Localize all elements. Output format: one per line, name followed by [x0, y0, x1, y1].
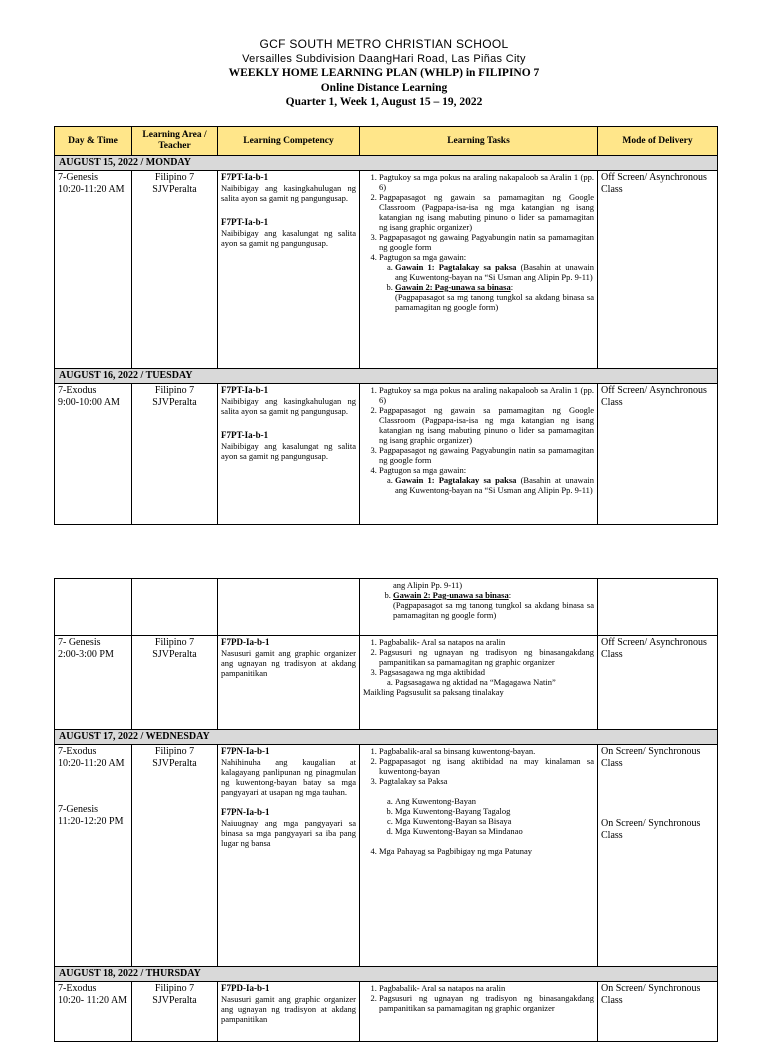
task-list — [363, 746, 594, 856]
activity-text: (Basahin at unawain ang Kuwentong-bayan na “Si Usman ang Alipin Pp. 9-11) — [395, 475, 594, 495]
list-item — [393, 590, 594, 620]
competency-code: F7PT-Ia-b-1 — [221, 430, 269, 440]
day-time-cell — [55, 982, 132, 1042]
competency-cell — [218, 171, 360, 369]
mode-cell — [598, 745, 718, 967]
school-name: GCF SOUTH METRO CHRISTIAN SCHOOL — [259, 37, 509, 51]
list-item — [379, 776, 594, 836]
learning-area-cell — [132, 171, 218, 369]
teacher: SJVPeralta — [152, 649, 197, 660]
competency-cell — [218, 745, 360, 967]
section-name: 7-Exodus — [58, 983, 97, 994]
list-item: 1. Pagtukoy sa mga pokus na araling nakapaloob sa Aralin 1 (pp. 6) — [379, 385, 594, 405]
day-label: AUGUST 15, 2022 / MONDAY — [55, 156, 718, 171]
mode-cell — [598, 579, 718, 636]
class-time: 2:00-3:00 PM — [58, 649, 114, 660]
mode-cell: Off Screen/ Asynchronous Class — [598, 384, 718, 525]
quarter-week: Quarter 1, Week 1, August 15 – 19, 2022 — [285, 96, 483, 108]
task-list — [363, 385, 594, 495]
competency-code: F7PD-Ia-b-1 — [221, 983, 270, 993]
competency-code: F7PT-Ia-b-1 — [221, 172, 269, 182]
day-time-cell — [55, 579, 132, 636]
list-item: d. Mga Kuwentong-Bayan sa Mindanao — [395, 826, 594, 836]
task-text: Pagtugon sa mga gawain: — [379, 465, 467, 475]
section-name: 7-Exodus — [58, 746, 97, 757]
table-header-row — [55, 127, 718, 156]
mode-cell: Off Screen/ Asynchronous Class — [598, 171, 718, 369]
plan-table-page-2 — [54, 578, 718, 1042]
col-header-learning-area: Learning Area / Teacher — [132, 127, 218, 156]
activity-label: Gawain 2: Pag-unawa sa binasa — [393, 590, 509, 600]
competency-text: Naiuugnay ang mga pangyayari sa binasa sa mga pangyayari sa iba pang lugar ng bansa — [221, 818, 356, 848]
activity-label: Gawain 1: Pagtalakay sa paksa — [395, 475, 517, 485]
list-item: 1. Pagbabalik- Aral sa natapos na aralin — [379, 637, 594, 647]
learning-area-cell — [132, 745, 218, 967]
activity-text: : — [510, 282, 514, 292]
list-item: a. Ang Kuwentong-Bayan — [395, 796, 594, 806]
mode-text: On Screen/ Synchronous Class — [601, 746, 701, 769]
quiz-note: Maikling Pagsusulit sa paksang tinalakay — [363, 687, 504, 697]
list-item — [379, 465, 594, 495]
activity-label: Gawain 1: Pagtalakay sa paksa — [395, 262, 517, 272]
teacher: SJVPeralta — [152, 397, 197, 408]
task-list — [363, 983, 594, 1013]
competency-text: Nasusuri gamit ang graphic organizer ang ugnayan ng tradisyon at akdang pampanitikan — [221, 648, 356, 678]
tasks-cell — [360, 384, 598, 525]
day-time-cell — [55, 636, 132, 730]
class-time: 10:20-11:20 AM — [58, 758, 125, 769]
task-list — [363, 637, 594, 687]
list-item: 2. Pagsusuri ng ugnayan ng tradisyon ng binasangakdang pampanitikan sa pamamagitan ng graphic organizer — [379, 647, 594, 667]
day-label: AUGUST 16, 2022 / TUESDAY — [55, 369, 718, 384]
list-item — [395, 282, 594, 312]
table-row — [55, 171, 718, 369]
list-item: 1. Pagtukoy sa mga pokus na araling nakapaloob sa Aralin 1 (pp. 6) — [379, 172, 594, 192]
day-time-cell — [55, 171, 132, 369]
day-row-tuesday — [55, 369, 718, 384]
class-time: 9:00-10:00 AM — [58, 397, 120, 408]
day-row-wednesday — [55, 730, 718, 745]
sub-task-list — [379, 796, 594, 836]
competency-cell — [218, 579, 360, 636]
mode-cell: On Screen/ Synchronous Class — [598, 982, 718, 1042]
list-item: c. Mga Kuwentong-Bayan sa Bisaya — [395, 816, 594, 826]
task-text: Pagtugon sa mga gawain: — [379, 252, 467, 262]
competency-cell — [218, 384, 360, 525]
competency-text: Naibibigay ang kasingkahulugan ng salita ayon sa gamit ng pangungusap. — [221, 183, 356, 203]
competency-code: F7PN-Ia-b-1 — [221, 746, 270, 756]
subject: Filipino 7 — [154, 172, 195, 183]
list-item: 3. Pagpapasagot ng gawaing Pagyabungin natin sa pamamagitan ng google form — [379, 445, 594, 465]
class-time: 10:20- 11:20 AM — [58, 995, 128, 1006]
col-header-mode: Mode of Delivery — [598, 127, 718, 156]
competency-code: F7PT-Ia-b-1 — [221, 385, 269, 395]
teacher: SJVPeralta — [152, 995, 197, 1006]
sub-task-list — [363, 590, 594, 620]
mode-cell: Off Screen/ Asynchronous Class — [598, 636, 718, 730]
task-list — [363, 172, 594, 312]
section-name: 7- Genesis — [58, 637, 101, 648]
subject: Filipino 7 — [154, 746, 195, 757]
list-item: 4. Mga Pahayag sa Pagbibigay ng mga Patunay — [379, 846, 594, 856]
col-header-tasks: Learning Tasks — [360, 127, 598, 156]
activity-note: (Pagpapasagot sa mg tanong tungkol sa akdang binasa sa pamamagitan ng google form) — [393, 600, 594, 620]
activity-text: (Basahin at unawain ang Kuwentong-bayan na “Si Usman ang Alipin Pp. 9-11) — [395, 262, 594, 282]
list-item — [395, 262, 594, 282]
task-text: Pagsasagawa ng mga aktibidad — [379, 667, 485, 677]
competency-cell — [218, 636, 360, 730]
competency-text: Naibibigay ang kasalungat ng salita ayon sa gamit ng pangungusap. — [221, 441, 356, 461]
activity-text: : — [508, 590, 512, 600]
day-row-thursday — [55, 967, 718, 982]
tasks-cell — [360, 745, 598, 967]
day-label: AUGUST 17, 2022 / WEDNESDAY — [55, 730, 718, 745]
sub-task-list — [379, 262, 594, 312]
subject: Filipino 7 — [154, 637, 195, 648]
school-address: Versailles Subdivision DaangHari Road, Las Piñas City — [242, 53, 526, 65]
col-header-competency: Learning Competency — [218, 127, 360, 156]
table-row — [55, 384, 718, 525]
competency-code: F7PT-Ia-b-1 — [221, 217, 269, 227]
list-item — [379, 667, 594, 687]
table-row — [55, 636, 718, 730]
col-header-day-time: Day & Time — [55, 127, 132, 156]
activity-note: (Pagpapasagot sa mg tanong tungkol sa akdang binasa sa pamamagitan ng google form) — [395, 292, 594, 312]
sub-task-list — [379, 475, 594, 495]
learning-area-cell — [132, 636, 218, 730]
competency-code: F7PN-Ia-b-1 — [221, 807, 270, 817]
list-item — [379, 252, 594, 312]
sub-task-list — [379, 677, 594, 687]
day-row-monday — [55, 156, 718, 171]
section-name: 7-Genesis — [58, 804, 98, 815]
competency-cell — [218, 982, 360, 1042]
activity-label: Gawain 2: Pag-unawa sa binasa — [395, 282, 511, 292]
list-item: 3. Pagpapasagot ng gawaing Pagyabungin natin sa pamamagitan ng google form — [379, 232, 594, 252]
subject: Filipino 7 — [154, 983, 195, 994]
continued-text: ang Alipin Pp. 9-11) — [393, 580, 463, 590]
table-row — [55, 982, 718, 1042]
competency-text: Nahihinuha ang kaugalian at kalagayang panlipunan ng pinagmulan ng kuwentong-bayan batay sa mga pangyayari at usapan ng mga tauhan. — [221, 757, 356, 797]
competency-text: Naibibigay ang kasalungat ng salita ayon sa gamit ng pangungusap. — [221, 228, 356, 248]
learning-mode: Online Distance Learning — [320, 82, 448, 94]
day-label: AUGUST 18, 2022 / THURSDAY — [55, 967, 718, 982]
list-item: 2. Pagsusuri ng ugnayan ng tradisyon ng binasangakdang pampanitikan sa pamamagitan ng graphic organizer — [379, 993, 594, 1013]
list-item: 2. Pagpapasagot ng gawain sa pamamagitan ng Google Classroom (Pagpapa-isa-isa ng mga katangian ng isang katangian ng isang mabuting pinuno o lider sa pamamagitan ng isang graphic organizer) — [379, 405, 594, 445]
table-row — [55, 745, 718, 967]
class-time: 10:20-11:20 AM — [58, 184, 125, 195]
teacher: SJVPeralta — [152, 758, 197, 769]
list-item: a. Pagsasagawa ng aktidad na “Magagawa Natin” — [395, 677, 594, 687]
task-text: Pagtalakay sa Paksa — [379, 776, 448, 786]
tasks-cell — [360, 982, 598, 1042]
competency-text: Nasusuri gamit ang graphic organizer ang ugnayan ng tradisyon at akdang pampanitikan — [221, 994, 356, 1024]
learning-area-cell — [132, 982, 218, 1042]
teacher: SJVPeralta — [152, 184, 197, 195]
list-item: b. Mga Kuwentong-Bayang Tagalog — [395, 806, 594, 816]
list-item: 1. Pagbabalik-aral sa binsang kuwentong-bayan. — [379, 746, 594, 756]
section-name: 7-Genesis — [58, 172, 98, 183]
tasks-cell — [360, 636, 598, 730]
competency-text: Naibibigay ang kasingkahulugan ng salita ayon sa gamit ng pangungusap. — [221, 396, 356, 416]
table-row — [55, 579, 718, 636]
class-time: 11:20-12:20 PM — [58, 816, 124, 827]
tasks-cell — [360, 579, 598, 636]
competency-code: F7PD-Ia-b-1 — [221, 637, 270, 647]
learning-area-cell — [132, 384, 218, 525]
learning-area-cell — [132, 579, 218, 636]
list-item: 2. Pagpapasagot ng gawain sa pamamagitan ng Google Classroom (Pagpapa-isa-isa ng mga katangian ng isang katangian ng isang mabuting pinuno o lider sa pamamagitan ng isang graphic organizer) — [379, 192, 594, 232]
list-item: 2. Pagpapasagot ng isang aktibidad na may kinalaman sa kuwentong-bayan — [379, 756, 594, 776]
day-time-cell — [55, 384, 132, 525]
plan-table-page-1 — [54, 126, 718, 525]
section-name: 7-Exodus — [58, 385, 97, 396]
tasks-cell — [360, 171, 598, 369]
day-time-cell — [55, 745, 132, 967]
subject: Filipino 7 — [154, 385, 195, 396]
document-title: WEEKLY HOME LEARNING PLAN (WHLP) in FILIPINO 7 — [228, 67, 540, 79]
list-item — [395, 475, 594, 495]
list-item: 1. Pagbabalik- Aral sa natapos na aralin — [379, 983, 594, 993]
mode-text: On Screen/ Synchronous Class — [601, 818, 701, 841]
